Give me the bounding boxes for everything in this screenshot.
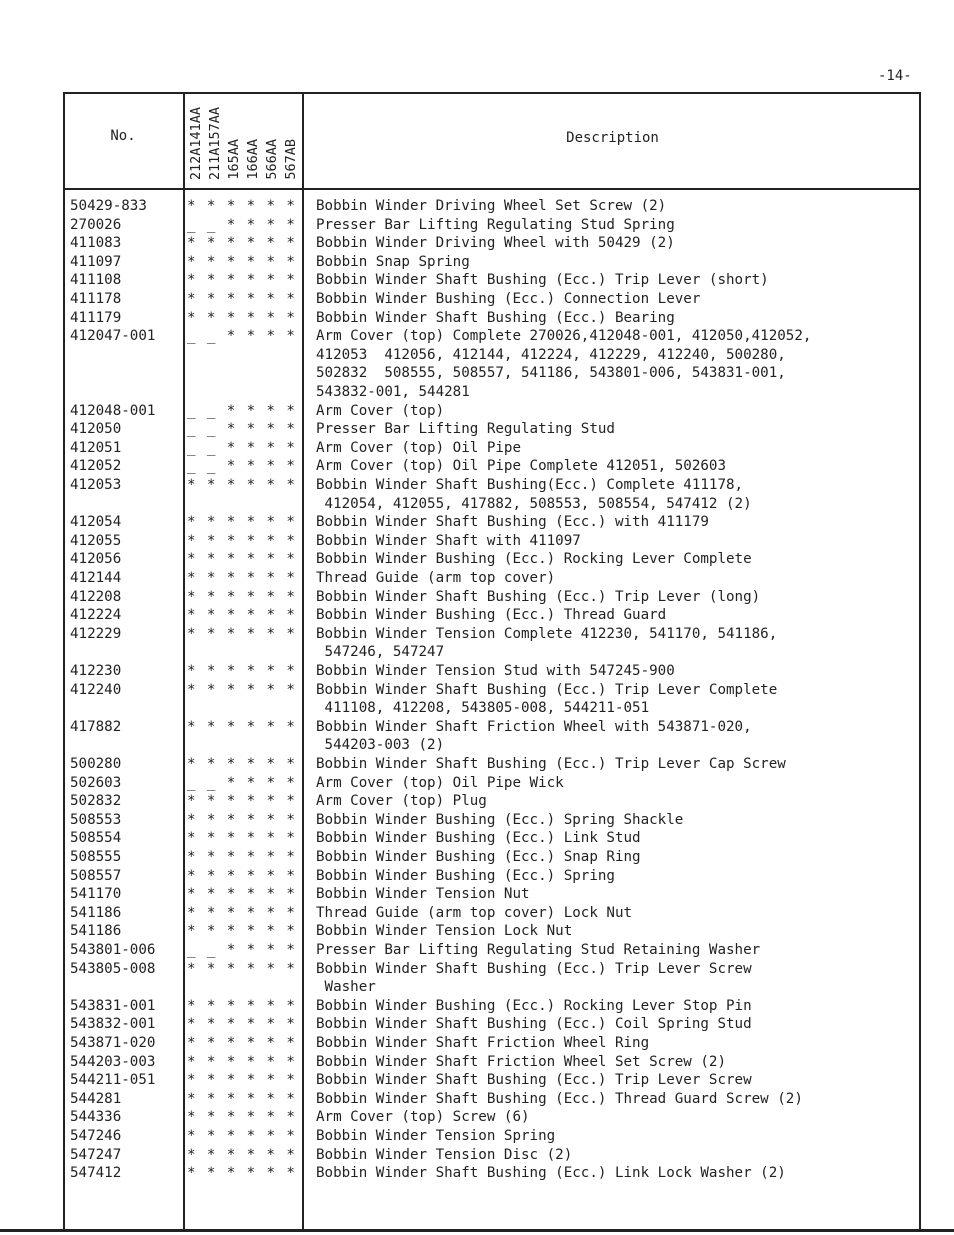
part-description: Arm Cover (top) Screw (6) [316,1109,530,1126]
part-number: 270026 [70,216,122,233]
part-number: 412055 [70,532,122,549]
part-description: Bobbin Winder Bushing (Ecc.) Spring Shackle [316,811,684,828]
column-divider-models [302,92,304,1230]
model-availability: _ _ * * * * [187,439,297,456]
model-availability: * * * * * * [187,1165,297,1182]
part-description: Bobbin Winder Tension Stud with 547245-900 [316,663,675,679]
part-number: 508554 [70,830,122,847]
model-availability: * * * * * * [187,1016,297,1033]
part-number: 412052 [70,458,122,475]
model-availability: * * * * * * [187,625,297,642]
part-number: 412230 [70,663,122,679]
part-number: 544281 [70,1090,122,1107]
part-description: Bobbin Winder Shaft Bushing (Ecc.) Bearing [316,309,675,326]
model-availability: * * * * * * [187,477,297,493]
model-availability: * * * * * * [187,588,297,605]
model-availability: * * * * * * [187,718,297,735]
part-number: 500280 [70,756,122,772]
model-availability: * * * * * * [187,663,297,679]
part-number: 544336 [70,1109,122,1126]
model-header: 212A141AA [188,106,204,180]
model-availability: _ _ * * * * [187,942,297,958]
part-description: Arm Cover (top) [316,402,445,419]
part-number: 412240 [70,681,122,698]
model-availability: * * * * * * [187,1146,297,1163]
part-number: 543871-020 [70,1035,156,1051]
model-availability: * * * * * * [187,923,297,940]
column-divider-no [183,92,185,1230]
part-description: Bobbin Snap Spring [316,253,470,270]
part-number: 502603 [70,774,122,791]
part-number: 411108 [70,272,122,289]
part-number: 543832-001 [70,1016,156,1033]
model-availability: * * * * * * [187,309,297,326]
part-number: 412048-001 [70,402,156,419]
part-description: Bobbin Winder Shaft Bushing (Ecc.) Trip Lever Screw Washer [316,960,752,996]
part-number: 541170 [70,886,122,903]
part-number: 543831-001 [70,997,156,1014]
part-description: Bobbin Winder Shaft Bushing (Ecc.) Coil Spring Stud [316,1016,752,1033]
header-no: No. [110,128,136,144]
part-description: Presser Bar Lifting Regulating Stud [316,421,615,438]
part-description: Bobbin Winder Bushing (Ecc.) Rocking Lever Complete [316,551,752,568]
model-header: 166AA [245,139,261,180]
part-description: Bobbin Winder Shaft with 411097 [316,532,581,549]
part-description: Arm Cover (top) Oil Pipe [316,439,521,456]
page-number: -14- [878,68,912,84]
model-availability: * * * * * * [187,811,297,828]
part-number: 412047-001 [70,328,156,345]
part-number: 412224 [70,607,122,624]
model-availability: * * * * * * [187,849,297,865]
part-description: Bobbin Winder Shaft Bushing (Ecc.) Link Lock Washer (2) [316,1165,786,1182]
part-number: 411179 [70,309,122,326]
part-description: Bobbin Winder Driving Wheel with 50429 (2) [316,235,675,252]
model-availability: * * * * * * [187,960,297,977]
part-number: 544203-003 [70,1053,156,1070]
part-description: Bobbin Winder Shaft Bushing (Ecc.) Thread Guard Screw (2) [316,1090,803,1107]
model-availability: * * * * * * [187,198,297,214]
part-number: 417882 [70,718,122,735]
part-number: 412056 [70,551,122,568]
part-description: Arm Cover (top) Oil Pipe Wick [316,774,564,791]
model-availability: * * * * * * [187,1109,297,1126]
model-availability: * * * * * * [187,1072,297,1089]
model-availability: * * * * * * [187,1053,297,1070]
part-description: Bobbin Winder Shaft Friction Wheel Set Screw (2) [316,1053,726,1070]
header-description: Description [566,130,659,146]
part-description: Bobbin Winder Shaft Friction Wheel Ring [316,1035,650,1051]
part-number: 502832 [70,793,122,810]
page-bottom-rule [0,1229,954,1232]
model-availability: * * * * * * [187,756,297,772]
part-description: Bobbin Winder Shaft Bushing(Ecc.) Complete 411178, 412054, 412055, 417882, 508553, 508554, 547412 (2) [316,477,752,512]
part-number: 543805-008 [70,960,156,977]
part-description: Bobbin Winder Tension Nut [316,886,530,903]
model-availability: * * * * * * [187,1090,297,1107]
model-availability: * * * * * * [187,1035,297,1051]
part-number: 412051 [70,439,122,456]
model-availability: * * * * * * [187,291,297,307]
part-number: 412144 [70,570,122,586]
part-description: Bobbin Winder Tension Lock Nut [316,923,573,940]
model-availability: * * * * * * [187,514,297,531]
model-availability: * * * * * * [187,681,297,698]
part-description: Bobbin Winder Bushing (Ecc.) Spring [316,867,615,884]
part-description: Bobbin Winder Shaft Bushing (Ecc.) with 411179 [316,514,709,531]
part-description: Bobbin Winder Shaft Bushing (Ecc.) Trip Lever Complete 411108, 412208, 543805-008, 544211-051 [316,681,778,717]
model-availability: _ _ * * * * [187,328,297,345]
part-description: Bobbin Winder Shaft Bushing (Ecc.) Trip Lever Cap Screw [316,756,786,772]
model-availability: * * * * * * [187,793,297,810]
model-availability: * * * * * * [187,1128,297,1144]
model-availability: * * * * * * [187,253,297,270]
part-number: 412054 [70,514,122,531]
part-number: 411083 [70,235,122,252]
part-number: 544211-051 [70,1072,156,1089]
model-availability: * * * * * * [187,272,297,289]
model-availability: _ _ * * * * [187,421,297,438]
part-description: Thread Guide (arm top cover) [316,570,556,586]
header-divider [63,188,921,190]
model-header: 566AA [264,139,280,180]
model-availability: * * * * * * [187,997,297,1014]
part-number: 412229 [70,625,122,642]
part-number: 411097 [70,253,122,270]
part-description: Bobbin Winder Shaft Bushing (Ecc.) Trip Lever (short) [316,272,769,289]
model-availability: * * * * * * [187,867,297,884]
part-number: 412050 [70,421,122,438]
model-availability: * * * * * * [187,570,297,586]
part-description: Bobbin Winder Bushing (Ecc.) Link Stud [316,830,641,847]
part-description: Arm Cover (top) Plug [316,793,487,810]
part-description: Presser Bar Lifting Regulating Stud Retaining Washer [316,942,761,958]
part-number: 508555 [70,849,122,865]
model-availability: * * * * * * [187,607,297,624]
part-number: 547247 [70,1146,122,1163]
part-number: 50429-833 [70,198,147,214]
model-header: 567AB [283,139,299,180]
part-number: 541186 [70,923,122,940]
model-headers [187,94,303,186]
part-description: Bobbin Winder Shaft Bushing (Ecc.) Trip Lever Screw [316,1072,752,1089]
model-availability: _ _ * * * * [187,458,297,475]
part-description: Bobbin Winder Bushing (Ecc.) Rocking Lever Stop Pin [316,997,752,1014]
part-description: Bobbin Winder Shaft Bushing (Ecc.) Trip Lever (long) [316,588,761,605]
part-description: Bobbin Winder Driving Wheel Set Screw (2) [316,198,667,214]
part-number: 412053 [70,477,122,493]
part-description: Bobbin Winder Bushing (Ecc.) Thread Guard [316,607,667,624]
part-description: Bobbin Winder Tension Spring [316,1128,556,1144]
part-description: Presser Bar Lifting Regulating Stud Spring [316,216,675,233]
model-availability: * * * * * * [187,235,297,252]
model-availability: _ _ * * * * [187,774,297,791]
part-number: 508557 [70,867,122,884]
part-number: 547246 [70,1128,122,1144]
model-availability: * * * * * * [187,904,297,921]
model-availability: _ _ * * * * [187,216,297,233]
part-description: Arm Cover (top) Oil Pipe Complete 412051, 502603 [316,458,726,475]
model-header: 211A157AA [207,106,223,180]
part-description: Bobbin Winder Tension Disc (2) [316,1146,573,1163]
part-description: Bobbin Winder Tension Complete 412230, 541170, 541186, 547246, 547247 [316,625,778,661]
part-number: 541186 [70,904,122,921]
part-number: 411178 [70,291,122,307]
part-number: 547412 [70,1165,122,1182]
model-availability: * * * * * * [187,551,297,568]
part-description: Bobbin Winder Bushing (Ecc.) Snap Ring [316,849,641,865]
part-description: Bobbin Winder Bushing (Ecc.) Connection Lever [316,291,701,307]
model-header: 165AA [226,139,242,180]
model-availability: * * * * * * [187,886,297,903]
model-availability: _ _ * * * * [187,402,297,419]
model-availability: * * * * * * [187,532,297,549]
part-number: 412208 [70,588,122,605]
model-availability: * * * * * * [187,830,297,847]
part-number: 543801-006 [70,942,156,958]
part-description: Bobbin Winder Shaft Friction Wheel with 543871-020, 544203-003 (2) [316,718,752,754]
part-description: Arm Cover (top) Complete 270026,412048-001, 412050,412052, 412053 412056, 412144, 412224, 412229, 412240, 500280, 502832 508555, 508557, 541186, 543801-006, 543831-001, 543832-001, 544281 [316,328,812,400]
part-number: 508553 [70,811,122,828]
part-description: Thread Guide (arm top cover) Lock Nut [316,904,633,921]
